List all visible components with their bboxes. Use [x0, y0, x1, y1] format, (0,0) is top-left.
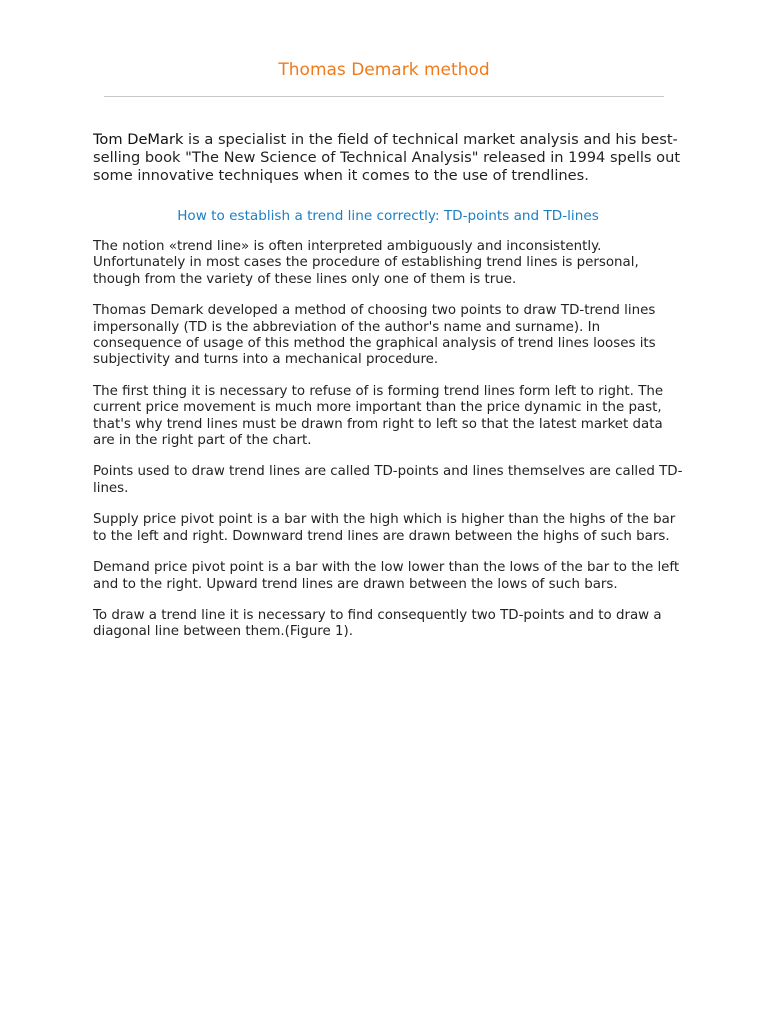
intro-text: is a specialist in the field of technical market analysis and his best-selling book "The New Science of Technical Analysis" released in 1994 spells out some innovative techniques when it comes to the use of trendlines.	[93, 131, 681, 184]
paragraph-demark-method: Thomas Demark developed a method of choosing two points to draw TD-trend lines impersonally (TD is the abbreviation of the author's name and surname). In consequence of usage of this method the graphical analysis of trend lines looses its subjectivity and turns into a mechanical procedure.	[93, 303, 656, 368]
paragraph-draw-trend-line: To draw a trend line it is necessary to find consequently two TD-points and to draw a diagonal line between them.(Figure 1).	[93, 607, 662, 640]
paragraph-supply-pivot: Supply price pivot point is a bar with the high which is higher than the highs of the bar to the left and right. Downward trend lines are drawn between the highs of such bars.	[93, 512, 676, 544]
title-divider	[104, 96, 664, 97]
paragraph-demand-pivot: Demand price pivot point is a bar with the low lower than the lows of the bar to the left and to the right. Upward trend lines are drawn between the lows of such bars.	[93, 560, 680, 592]
document-body	[93, 131, 683, 656]
intro-author-name: Tom DeMark	[93, 131, 184, 148]
paragraph-td-points: Points used to draw trend lines are called TD-points and lines themselves are called TD-lines.	[93, 464, 683, 496]
document-title: Thomas Demark method	[278, 60, 490, 80]
section-heading: How to establish a trend line correctly: TD-points and TD-lines	[177, 208, 599, 224]
paragraph-right-to-left: The first thing it is necessary to refuse of is forming trend lines form left to right. The current price movement is much more important than the price dynamic in the past, that's why trend lines must be drawn from right to left so that the latest market data are in the right part of the chart.	[93, 383, 664, 449]
paragraph-trend-line-notion: The notion «trend line» is often interpreted ambiguously and inconsistently. Unfortunately in most cases the procedure of establishing trend lines is personal, though from the variety of these lines only one of them is true.	[93, 239, 639, 287]
intro-paragraph	[93, 131, 683, 185]
